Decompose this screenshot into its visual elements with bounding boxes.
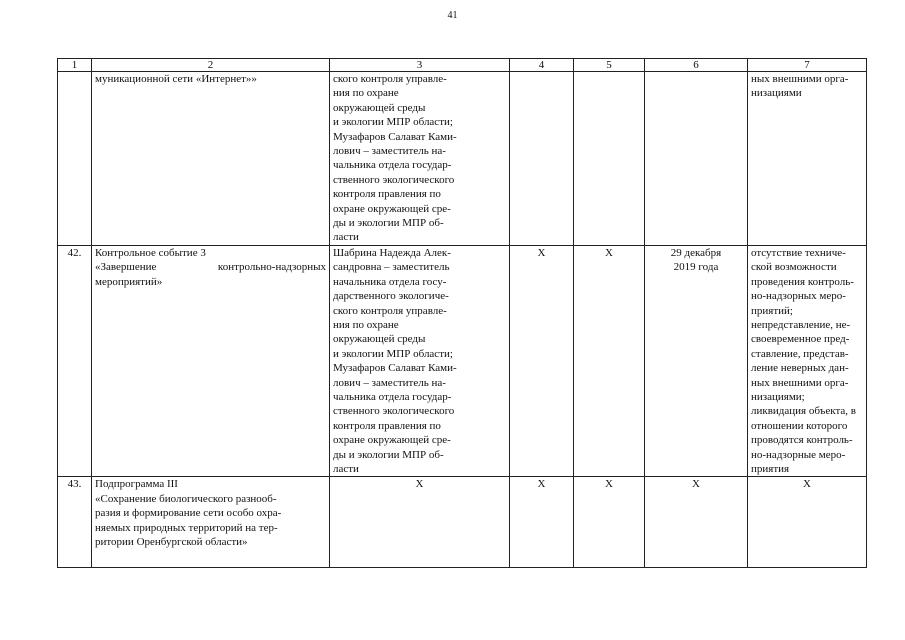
column-header-row xyxy=(58,59,867,72)
row-number xyxy=(58,72,92,246)
event-name-cell xyxy=(92,477,330,568)
responsible-line: Музафаров Салават Ками- xyxy=(333,130,457,143)
responsible-line: и экологии МПР области; xyxy=(333,347,453,360)
deadline-cell xyxy=(645,245,748,477)
responsible-cell xyxy=(330,477,510,568)
risk-line: низациями xyxy=(751,87,802,100)
row-number: 42. xyxy=(58,245,92,477)
deadline-line: X xyxy=(692,478,700,491)
row-number: 43. xyxy=(58,477,92,568)
responsible-line: ственного экологического xyxy=(333,405,455,418)
column-number-7: 7 xyxy=(748,59,867,72)
risk-line: ской возможности xyxy=(751,261,837,274)
responsible-line: ласти xyxy=(333,462,359,475)
responsible-line: ласти xyxy=(333,231,359,244)
deadline-line: 2019 года xyxy=(673,261,719,274)
responsible-line: окружающей среды xyxy=(333,101,426,114)
responsible-line: чальника отдела государ- xyxy=(333,159,452,172)
risk-line: ных внешними орга- xyxy=(751,73,849,85)
column-number-5: 5 xyxy=(574,59,645,72)
risk-line: отношении которого xyxy=(751,419,848,432)
responsible-cell xyxy=(330,72,510,246)
column-4-cell xyxy=(510,72,574,246)
risk-line: приятия xyxy=(751,462,790,475)
risk-line: но-надзорных меро- xyxy=(751,290,846,303)
responsible-line: охране окружающей сре- xyxy=(333,202,451,215)
risk-line: X xyxy=(803,478,811,491)
responsible-line: ского контроля управле- xyxy=(333,304,447,317)
event-name-line: Подпрограмма III xyxy=(95,478,178,491)
table-row-42 xyxy=(58,245,867,477)
responsible-line: и экологии МПР области; xyxy=(333,116,453,129)
event-name-line: «Завершение контрольно-надзорных xyxy=(95,261,326,274)
responsible-line: охране окружающей сре- xyxy=(333,434,451,447)
table-row-continuation xyxy=(58,72,867,246)
risk-line: но-надзорные меро- xyxy=(751,448,846,461)
risk-line: ставление, представ- xyxy=(751,347,849,360)
event-name-line: ритории Оренбургской области» xyxy=(95,536,248,548)
responsible-line: ния по охране xyxy=(333,318,399,331)
responsible-line: начальника отдела госу- xyxy=(333,275,447,288)
column-5-cell: X xyxy=(574,477,645,568)
column-4-cell: X xyxy=(510,477,574,568)
event-name-line: муникационной сети «Интернет»» xyxy=(95,73,257,85)
responsible-line: ды и экологии МПР об- xyxy=(333,448,444,461)
risk-line: непредставление, не- xyxy=(751,318,851,331)
column-number-1: 1 xyxy=(58,59,92,72)
responsible-line: чальника отдела государ- xyxy=(333,390,452,403)
risk-line: ление неверных дан- xyxy=(751,362,849,375)
responsible-line: ды и экологии МПР об- xyxy=(333,217,444,230)
risk-line: проведения контроль- xyxy=(751,275,854,288)
event-name-line: мероприятий» xyxy=(95,275,163,288)
responsible-line: ского контроля управле- xyxy=(333,73,447,85)
column-4-cell: X xyxy=(510,245,574,477)
responsible-line: контроля правления по xyxy=(333,419,441,432)
risk-line: низациями; xyxy=(751,390,805,403)
risk-cell xyxy=(748,245,867,477)
plan-table xyxy=(57,58,867,568)
column-number-6: 6 xyxy=(645,59,748,72)
deadline-cell xyxy=(645,72,748,246)
event-name-line: «Сохранение биологического разнооб- xyxy=(95,492,277,505)
page-number: 41 xyxy=(447,10,458,21)
responsible-line: дарственного экологиче- xyxy=(333,290,449,303)
responsible-line: сандровна – заместитель xyxy=(333,261,450,274)
responsible-line: окружающей среды xyxy=(333,333,426,346)
deadline-cell xyxy=(645,477,748,568)
event-name-line: Контрольное событие 3 xyxy=(95,246,206,259)
risk-line: приятий; xyxy=(751,304,793,317)
risk-line: своевременное пред- xyxy=(751,333,850,346)
event-name-cell xyxy=(92,72,330,246)
column-5-cell xyxy=(574,72,645,246)
risk-line: ликвидация объекта, в xyxy=(751,405,856,418)
responsible-line: ственного экологического xyxy=(333,173,455,186)
column-number-2: 2 xyxy=(92,59,330,72)
responsible-cell xyxy=(330,245,510,477)
event-name-cell xyxy=(92,245,330,477)
risk-cell xyxy=(748,477,867,568)
event-name-line: разия и формирование сети особо охра- xyxy=(95,507,282,520)
responsible-line: ния по охране xyxy=(333,87,399,100)
column-5-cell: X xyxy=(574,245,645,477)
risk-line: проводятся контроль- xyxy=(751,434,853,447)
risk-line: ных внешними орга- xyxy=(751,376,849,389)
responsible-line: лович – заместитель на- xyxy=(333,376,446,389)
risk-cell xyxy=(748,72,867,246)
risk-line: отсутствие техниче- xyxy=(751,246,846,259)
event-name-line: няемых природных территорий на тер- xyxy=(95,521,278,534)
column-number-3: 3 xyxy=(330,59,510,72)
responsible-line: Музафаров Салават Ками- xyxy=(333,362,457,375)
deadline-line: 29 декабря xyxy=(670,246,722,259)
responsible-line: Шабрина Надежда Алек- xyxy=(333,246,451,259)
responsible-line: лович – заместитель на- xyxy=(333,145,446,158)
responsible-line: X xyxy=(415,478,424,491)
column-number-4: 4 xyxy=(510,59,574,72)
table-row-43 xyxy=(58,477,867,568)
responsible-line: контроля правления по xyxy=(333,188,441,201)
